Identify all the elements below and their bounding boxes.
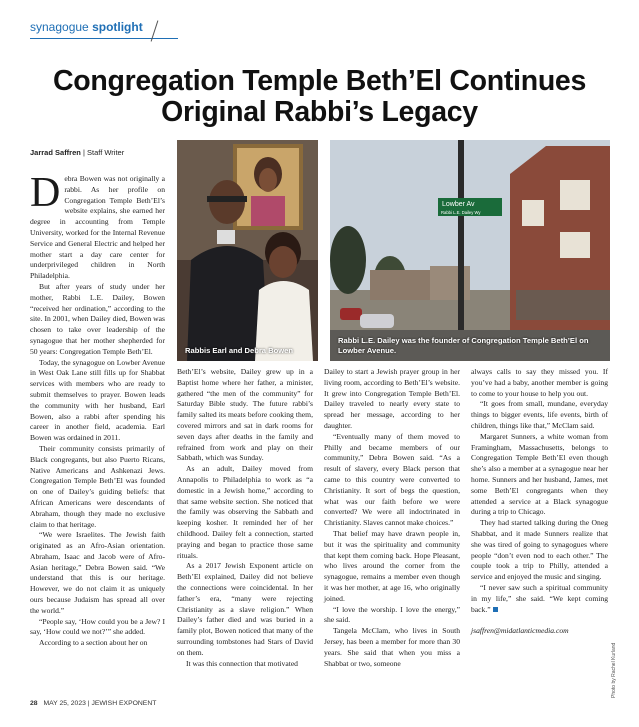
headline — [20, 66, 619, 128]
paragraph: Margaret Sunners, a white woman from Framingham, Massachusetts, belongs to Congregation Temple Beth’El even though she’s also a member at a synagogue near her home. Sunners and her husband, James, met some Beth’El congregants when they attended a service at a Black synagogue during a trip to Chicago. — [471, 431, 608, 517]
paragraph: As an adult, Dailey moved from Annapolis to Philadelphia to work as “a domestic in a Jewish home,” according to that same website section. She noticed that the family was observing the Sabbath and keeping kosher. It reminded her of her childhood. Dailey felt a connection, started praying and began to practice those same rituals. — [177, 464, 313, 560]
page-number: 28 — [30, 700, 38, 707]
paragraph: Beth’El’s website, Dailey grew up in a Baptist home where her father, a minister, gathered “the men of the community” for Saturday Bible study. The future rabbi’s family salted its meats before cooking them, covered mirrors and sat in dark rooms for seven days after deaths in the family and refrained from work and play on their Sabbath, which was Sunday. — [177, 367, 313, 463]
article-column-2 — [177, 367, 313, 669]
street-sign-2: Rabbi L.E. Dailey Wy — [441, 210, 481, 215]
article-column-4 — [471, 367, 608, 637]
headline-line2: Original Rabbi’s Legacy — [161, 96, 478, 128]
caption-right — [338, 336, 588, 355]
paragraph: “I never saw such a spiritual community in my life,” she said. “We kept coming back.” — [471, 582, 608, 614]
paragraph: That belief may have drawn people in, but it was the spirituality and community that kept them coming back. Hope Pleasant, who lives around the corner from the synagogue, remains a member even though it was her mother, at age 16, who originally joined. — [324, 528, 460, 603]
byline — [30, 148, 124, 157]
caption-left: Rabbis Earl and Debra Bowen — [185, 345, 294, 355]
paragraph: “People say, ‘How could you be a Jew? I say, ‘How could we not?’” she added. — [30, 616, 165, 637]
paragraph: “We were Israelites. The Jewish faith originated as an Afro-Asian orientation. Abraham, Isaac and Jacob were of Afro-Asian heritage,” Debra Bowen said. “We understand that this is our heritage. However, we do not claim it as uniquely ours because Judaism has spread all over the world.” — [30, 530, 165, 615]
paragraph: “I love the worship. I love the energy,” she said. — [324, 604, 460, 625]
paragraph: “Eventually many of them moved to Philly and became members of our community,” Debra Bowen said. “As a result of slavery, every Black person that came to this country were converted to Christianity. It sort of begs the question, what was our faith before we were converted? We were all indoctrinated in Christianity. Slaves cannot make choices.” — [324, 431, 460, 528]
photo-rabbis-illustration — [177, 140, 318, 361]
end-mark-icon — [493, 607, 498, 612]
photo-credit: Photo by Rachel Kurland — [611, 642, 617, 698]
photo-rabbis — [177, 140, 318, 361]
caption-right-line2: Lowber Avenue. — [338, 345, 397, 355]
headline-line1: Congregation Temple Beth’El Continues — [52, 65, 587, 97]
paragraph: Dailey to start a Jewish prayer group in her living room, according to Beth’El’s website. It grew into Congregation Temple Beth’El. Dailey traveled to nearly every state to spread her message, according to her daughter. — [324, 367, 460, 430]
drop-cap: D — [30, 170, 61, 216]
section-tag-bold: spotlight — [92, 20, 143, 34]
byline-name: Jarrad Saffren — [30, 148, 81, 157]
photo-street — [330, 140, 610, 361]
paragraph: Today, the synagogue on Lowber Avenue in West Oak Lane still fills up for Shabbat services with members who are ready to submit themselves to prayer. Bowen leads the community with her husband, Earl Bowen, also a rabbi after spending his career in another field, academia. Earl Bowen was ordained in 2011. — [30, 357, 165, 443]
section-tag-light: synagogue — [30, 20, 89, 34]
footer-date: MAY 25, 2023 | JEWISH EXPONENT — [43, 700, 157, 707]
paragraph: It was this connection that motivated — [186, 658, 298, 668]
paragraph: According to a section about her on — [39, 638, 148, 648]
paragraph: They had started talking during the Oneg Shabbat, and it made Sunners realize that she was tired of going to synagogues where people “don’t even nod to each other.” The couple took a trip to Philly, attended a service and enjoyed the music and singing. — [471, 518, 608, 582]
street-sign-1: Lowber Av — [442, 201, 475, 208]
photo-street-illustration — [330, 140, 610, 361]
paragraph: But after years of study under her mother, Rabbi L.E. Dailey, Bowen “received her ordination,” according to the site. In 2001, when Dailey died, Bowen was chosen to take over leadership of the synagogue that her mother shepherded for 50 years: Congregation Temple Beth’El. — [30, 281, 165, 356]
author-email[interactable]: jsaffren@midatlanticmedia.com — [471, 626, 569, 636]
paragraph: Debra Bowen was not originally a rabbi. As her profile on Congregation Temple Beth’El’s website explains, she earned her degree in accounting from Temple University, worked for the Internal Revenue Service and General Electric and helped her mother start a day care center for underprivileged children in North Philadelphia. — [30, 170, 165, 281]
page-footer — [30, 700, 156, 707]
section-rule — [30, 38, 178, 39]
paragraph: “It goes from small, mundane, everyday things to bigger events, life events, birth of children, things like that,” McClam said. — [471, 399, 608, 430]
paragraph: always calls to say they missed you. If you’ve had a baby, another member is going to come to your house to help you out. — [471, 367, 608, 398]
caption-right-line1: Rabbi L.E. Dailey was the founder of Congregation Temple Beth’El on — [338, 336, 589, 345]
byline-role: | Staff Writer — [82, 148, 125, 157]
article-column-3 — [324, 367, 460, 669]
paragraph: As a 2017 Jewish Exponent article on Beth’El explained, Dailey did not believe the connections were coincidental. In her father’s era, “many were rejecting Christianity as a slave religion.” When Dailey’s father died and was buried in a family plot, Bowen noticed that many of the surrounding tombstones had Stars of David on them. — [177, 561, 313, 657]
paragraph: Their community consists primarily of Black congregants, but also Puerto Ricans, Native Americans and Ashkenazi Jews. Congregation Temple Beth’El was founded on one of Dailey’s guiding beliefs: that African Americans were descendants of Abraham, though they made no exclusive claim to that heritage. — [30, 443, 165, 529]
paragraph: Tangela McClam, who lives in South Jersey, has been a member for more than 30 years. She said that when you miss a Shabbat or two, someone — [324, 626, 460, 668]
article-column-1 — [30, 170, 165, 649]
